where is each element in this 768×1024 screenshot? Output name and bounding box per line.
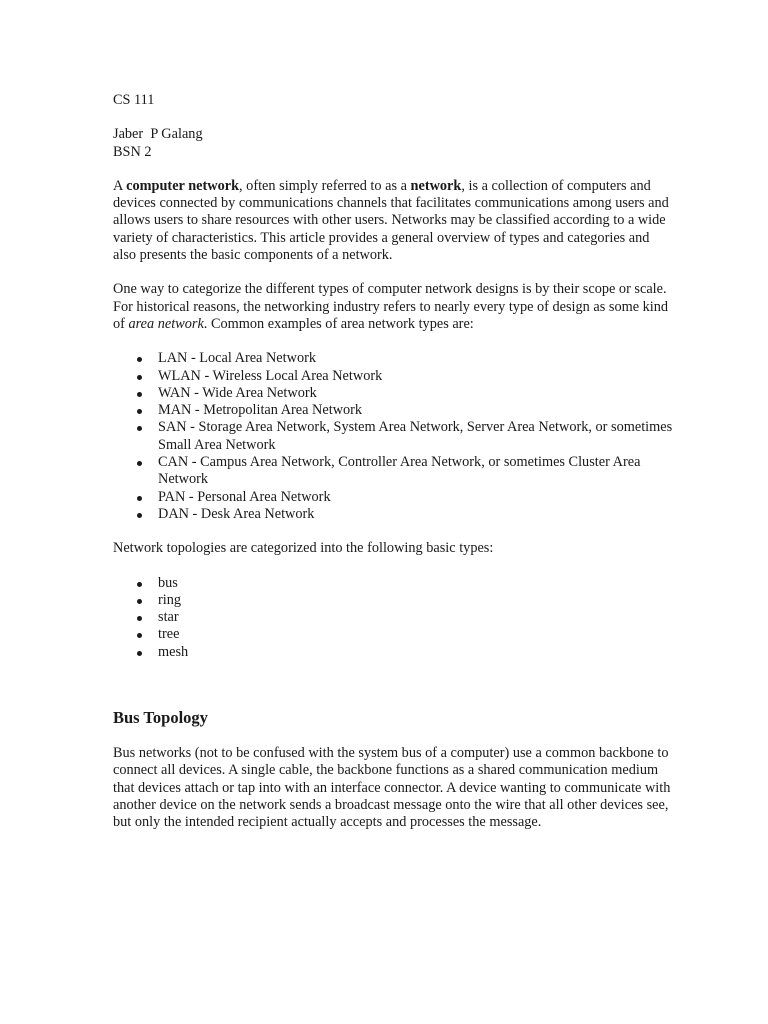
course-code: CS 111: [113, 92, 155, 108]
categorize-text-b: . Common examples of area network types are:: [203, 315, 474, 332]
intro-paragraph: [113, 178, 673, 264]
list-item: ring: [158, 592, 673, 609]
term-computer-network: computer network: [126, 177, 240, 194]
list-item: LAN - Local Area Network: [158, 350, 673, 367]
intro-text-c: , is a collection of computers and devices connected by communications channels that facilitates communications among users and allows users to share resources with other users. Networks may be classified according to a wide variety of characteristics. This article provides a general overview of types and categories and also presents the basic components of a network.: [113, 177, 669, 264]
list-item: WAN - Wide Area Network: [158, 385, 673, 402]
term-network: network: [410, 177, 462, 194]
list-item: SAN - Storage Area Network, System Area Network, Server Area Network, or sometimes Small Area Network: [158, 419, 673, 453]
topology-intro: Network topologies are categorized into the following basic types:: [113, 540, 494, 557]
list-item: tree: [158, 626, 673, 643]
list-item: star: [158, 609, 673, 626]
list-item: PAN - Personal Area Network: [158, 489, 673, 506]
categorize-text-a: One way to categorize the different types of computer network designs is by their scope or scale. For historical reasons, the networking industry refers to nearly every type of design as some kind of: [113, 281, 669, 332]
topology-list: [113, 575, 673, 661]
categorize-paragraph: [113, 281, 673, 333]
list-item: MAN - Metropolitan Area Network: [158, 402, 673, 419]
list-item: CAN - Campus Area Network, Controller Area Network, or sometimes Cluster Area Network: [158, 454, 673, 489]
bus-topology-heading: Bus Topology: [113, 708, 208, 728]
document-page: [113, 92, 673, 849]
list-item: bus: [158, 575, 673, 592]
area-network-list: [113, 350, 673, 523]
bus-topology-paragraph: Bus networks (not to be confused with the system bus of a computer) use a common backbone to connect all devices. A single cable, the backbone functions as a shared communication medium that devices attach or tap into with an interface connector. A device wanting to communicate with another device on the network sends a broadcast message onto the wire that all other devices see, but only the intended recipient actually accepts and processes the message.: [113, 745, 671, 831]
intro-text-b: , often simply referred to as a: [239, 177, 411, 194]
author-block: [113, 126, 673, 161]
list-item: DAN - Desk Area Network: [158, 506, 673, 523]
program-name: BSN 2: [113, 143, 152, 160]
intro-text-a: A: [113, 177, 127, 194]
list-item: WLAN - Wireless Local Area Network: [158, 368, 673, 385]
author-name: Jaber P Galang: [113, 126, 203, 143]
term-area-network: area network: [128, 315, 204, 332]
list-item: mesh: [158, 644, 673, 661]
